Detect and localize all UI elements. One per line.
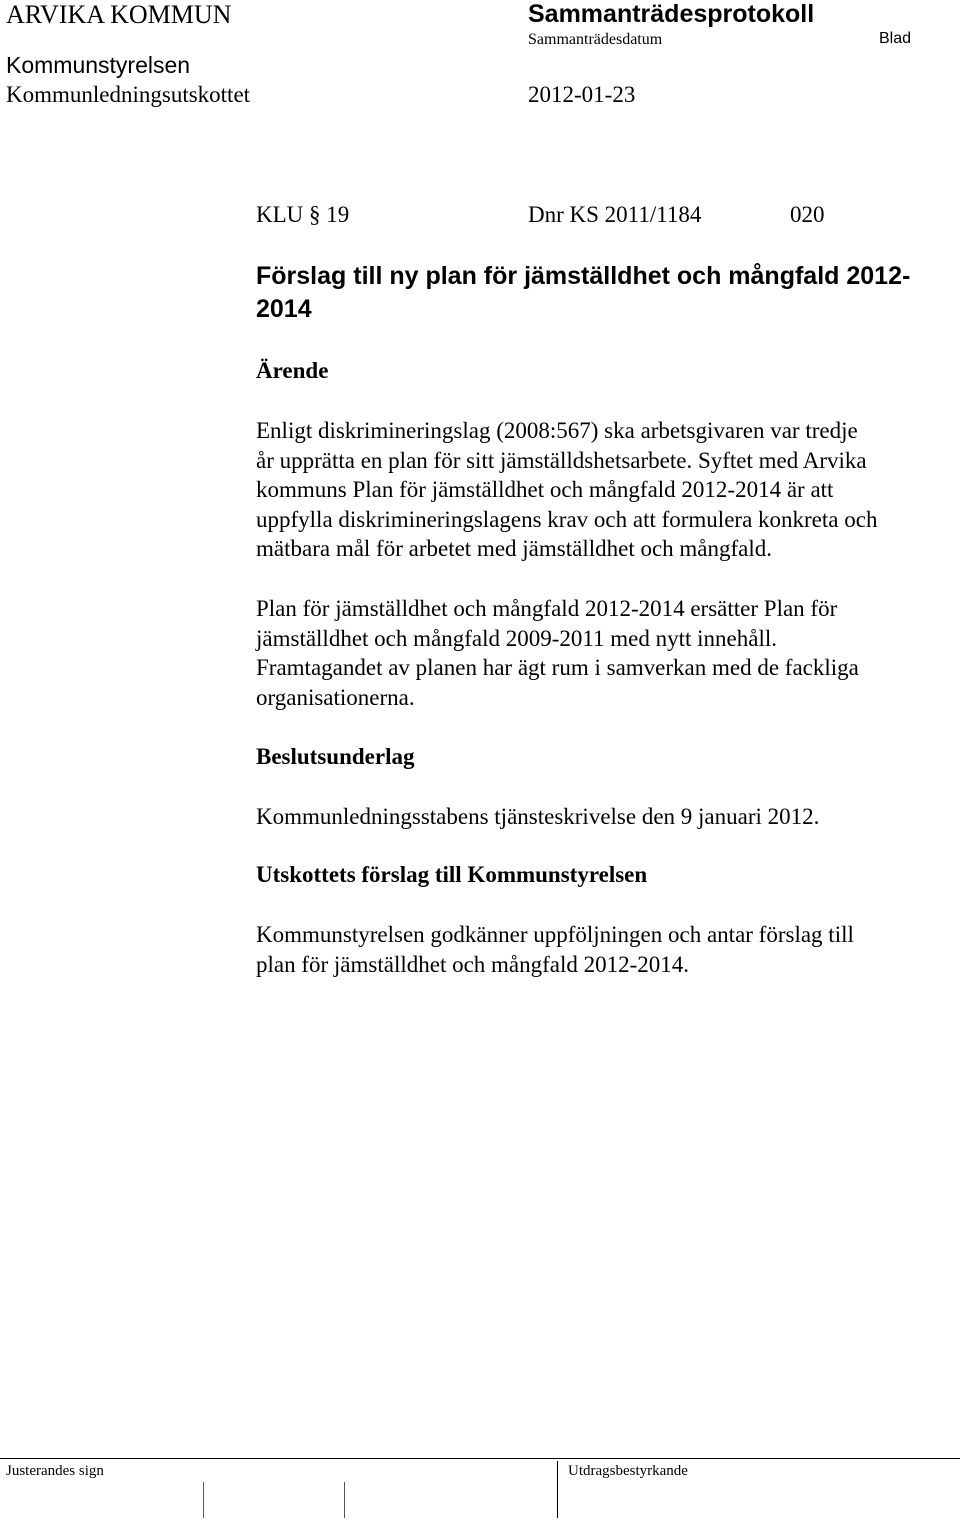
signature-box-divider xyxy=(203,1482,204,1518)
diary-number: Dnr KS 2011/1184 xyxy=(528,202,702,227)
footer-divider xyxy=(0,1458,960,1459)
page-label: Blad xyxy=(879,30,912,47)
text-line: Kommunledningsstabens tjänsteskrivelse den 9 januari 2012. xyxy=(256,804,820,829)
footer-column-divider xyxy=(557,1461,558,1518)
heading-arende: Ärende xyxy=(256,358,329,383)
heading-utskottets-forslag: Utskottets förslag till Kommunstyrelsen xyxy=(256,862,648,887)
paragraph-arende-2 xyxy=(256,594,956,712)
text-line: organisationerna. xyxy=(256,684,415,710)
signature-box-divider xyxy=(344,1482,345,1518)
meeting-date-label: Sammanträdesdatum xyxy=(528,31,663,48)
organization-name: ARVIKA KOMMUN xyxy=(6,0,232,29)
text-line: kommuns Plan för jämställdhet och mångfald 2012-2014 är att xyxy=(256,477,834,502)
text-line: Plan för jämställdhet och mångfald 2012-2014 ersätter Plan för xyxy=(256,596,838,621)
text-line: Enligt diskrimineringslag (2008:567) ska arbetsgivaren var tredje xyxy=(256,418,858,443)
meeting-date: 2012-01-23 xyxy=(528,82,636,107)
case-line xyxy=(256,202,825,228)
text-line: Kommunstyrelsen godkänner uppföljningen och antar förslag till xyxy=(256,922,854,947)
case-code: 020 xyxy=(790,202,825,227)
document-title: Förslag till ny plan för jämställdhet och mångfald 2012-2014 xyxy=(256,262,911,323)
document-type: Sammanträdesprotokoll xyxy=(528,0,815,28)
text-line: jämställdhet och mångfald 2009-2011 med nytt innehåll. xyxy=(256,625,778,651)
text-line: uppfylla diskrimineringslagens krav och att formulera konkreta och xyxy=(256,506,878,532)
text-line: Framtagandet av planen har ägt rum i samverkan med de fackliga xyxy=(256,655,859,680)
text-line: år upprätta en plan för sitt jämställdshetsarbete. Syftet med Arvika xyxy=(256,447,867,473)
paragraph-arende-1 xyxy=(256,416,956,564)
committee-name: Kommunledningsutskottet xyxy=(6,82,251,107)
board-name: Kommunstyrelsen xyxy=(6,52,191,78)
case-number: KLU § 19 xyxy=(256,202,350,227)
text-line: plan för jämställdhet och mångfald 2012-2014. xyxy=(256,951,690,977)
certification-label: Utdragsbestyrkande xyxy=(568,1463,688,1479)
signature-label: Justerandes sign xyxy=(6,1463,104,1479)
text-line: mätbara mål för arbetet med jämställdhet och mångfald. xyxy=(256,536,773,561)
paragraph-beslutsunderlag xyxy=(256,802,956,832)
paragraph-forslag xyxy=(256,920,956,979)
heading-beslutsunderlag: Beslutsunderlag xyxy=(256,744,415,769)
